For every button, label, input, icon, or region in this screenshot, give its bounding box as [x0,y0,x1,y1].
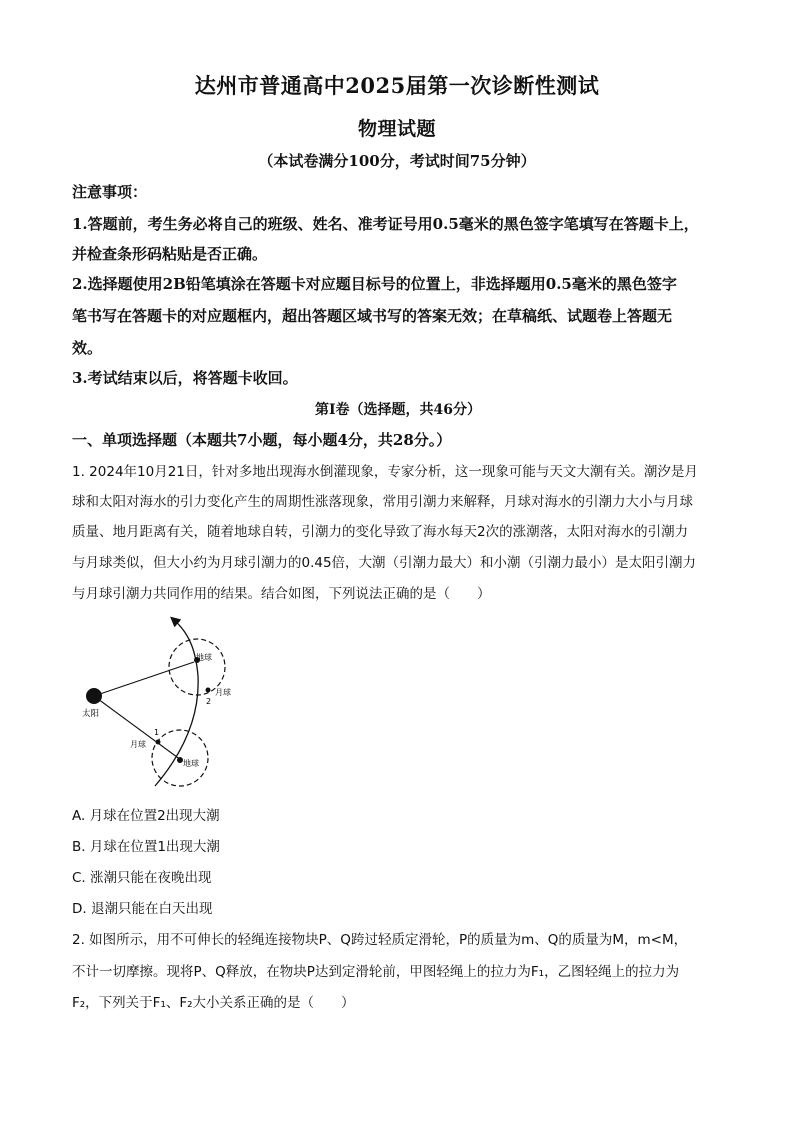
q1-line: 球和太阳对海水的引力变化产生的周期性涨落现象，常用引潮力来解释，月球对海水的引潮力大小与月球 [72,494,693,510]
q2-line: 不计一切摩擦。现将P、Q释放，在物块P达到定滑轮前，甲图轻绳上的拉力为F₁，乙图轻绳上的拉力为 [72,964,680,980]
moon-label: 月球 [130,740,146,749]
part-title: 一、单项选择题（本题共7小题，每小题4分，共28分。） [72,431,452,449]
q1-line: 与月球引潮力共同作用的结果。结合如图，下列说法正确的是（ ） [72,586,491,602]
position-2-label: 2 [206,697,212,706]
sun-label: 太阳 [82,709,100,719]
instruction-line: 1.答题前，考生务必将自己的班级、姓名、准考证号用0.5毫米的黑色签字笔填写在答题卡上， [72,215,699,233]
subject-title: 物理试题 [357,118,436,140]
earth-label: 地球 [183,759,199,768]
q1-line: 1. 2024年10月21日，针对多地出现海水倒灌现象，专家分析，这一现象可能与天文大潮有关。潮汐是月 [72,464,698,480]
q2-line: F₂，下列关于F₁、F₂大小关系正确的是（ ） [72,995,355,1011]
sun-icon [86,688,102,704]
moon-label: 月球 [215,688,231,697]
q2-line: 2. 如图所示，用不可伸长的轻绳连接物块P、Q跨过轻质定滑轮，P的质量为m、Q的质量为M，m<M， [72,932,688,948]
sun-earth-line-top [94,662,194,696]
instruction-line: 效。 [72,339,103,357]
exam-note: （本试卷满分100分，考试时间75分钟） [258,152,536,170]
instruction-line: 3.考试结束以后，将答题卡收回。 [72,369,298,387]
earth-label: 地球 [196,653,212,662]
tide-diagram [72,612,242,797]
q1-option-a[interactable]: A. 月球在位置2出现大潮 [72,808,220,824]
moon-icon [206,688,211,693]
moon-icon [156,740,161,745]
q1-option-b[interactable]: B. 月球在位置1出现大潮 [72,839,220,855]
q1-option-d[interactable]: D. 退潮只能在白天出现 [72,901,213,917]
exam-title: 达州市普通高中2025届第一次诊断性测试 [194,73,600,98]
instruction-line: 笔书写在答题卡的对应题框内，超出答题区域书写的答案无效；在草稿纸、试题卷上答题无 [72,307,673,325]
q1-option-c[interactable]: C. 涨潮只能在夜晚出现 [72,870,212,886]
instruction-line: 2.选择题使用2B铅笔填涂在答题卡对应题目标号的位置上，非选择题用0.5毫米的黑色签字 [72,275,677,293]
sun-earth-line-bottom [94,696,181,760]
instructions-heading: 注意事项： [72,183,148,201]
q1-line: 与月球类似，但大小约为月球引潮力的0.45倍，大潮（引潮力最大）和小潮（引潮力最小）是太阳引潮力 [72,555,697,571]
instruction-line: 并检查条形码粘贴是否正确。 [72,245,268,263]
position-1-label: 1 [154,728,160,737]
section-title: 第Ⅰ卷（选择题，共46分） [314,402,482,418]
q1-line: 质量、地月距离有关，随着地球自转，引潮力的变化导致了海水每天2次的涨潮落，太阳对海水的引潮力 [72,524,689,540]
